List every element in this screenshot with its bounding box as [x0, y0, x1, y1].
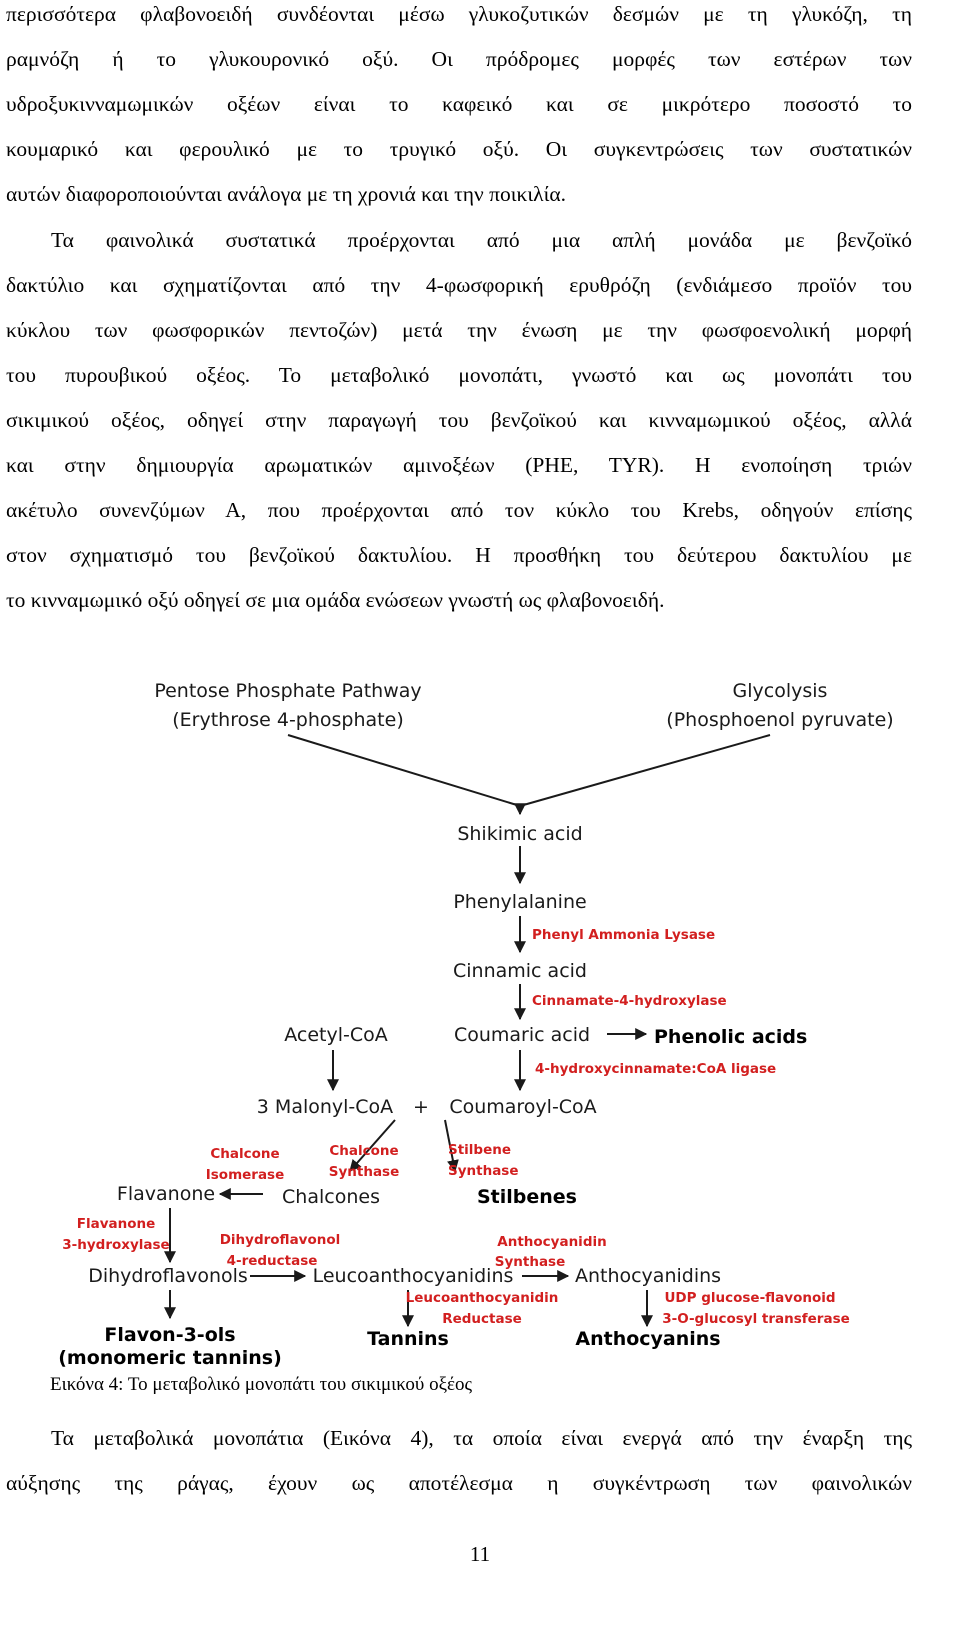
text-line: αύξησης της ράγας, έχουν ως αποτέλεσμα η συγκέντρωση των φαινολικών	[6, 1471, 912, 1495]
text-line: κύκλου των φωσφορικών πεντοζών) μετά την ένωση με την φωσφοενολική μορφή	[6, 318, 912, 342]
pentose-pathway-subtitle: (Erythrose 4-phosphate)	[172, 709, 404, 731]
enzyme-c4h: Cinnamate-4-hydroxylase	[532, 993, 727, 1009]
enzyme-4cl: 4-hydroxycinnamate:CoA ligase	[535, 1061, 777, 1077]
text-line: υδροξυκινναμωμικών οξέων είναι το καφεικό και σε μικρότερο ποσοστό το	[6, 92, 912, 116]
enzyme-chi-2: Isomerase	[205, 1167, 285, 1183]
node-anthocyanins: Anthocyanins	[575, 1328, 721, 1350]
node-stilbenes: Stilbenes	[476, 1186, 578, 1208]
enzyme-chi-1: Chalcone	[210, 1146, 280, 1162]
paragraph-3	[6, 1424, 912, 1514]
text-line: του πυρουβικού οξέος. Το μεταβολικό μονοπάτι, γνωστό και ως μονοπάτι του	[6, 363, 912, 387]
enzyme-dfr-1: Dihydroflavonol	[219, 1232, 341, 1248]
enzyme-f3h-1: Flavanone	[76, 1216, 156, 1232]
plus-sign: +	[413, 1096, 429, 1118]
pentose-pathway-title: Pentose Phosphate Pathway	[154, 680, 422, 702]
enzyme-dfr-2: 4-reductase	[226, 1253, 318, 1269]
connector-line	[288, 735, 520, 806]
pathway-figure	[50, 668, 912, 1378]
node-leucoanthocyanidins: Leucoanthocyanidins	[312, 1265, 514, 1287]
enzyme-sts-2: Synthase	[448, 1163, 519, 1179]
node-phenolic-acids: Phenolic acids	[654, 1026, 808, 1048]
text-line: αυτών διαφοροποιούνται ανάλογα με τη χρονιά και την ποικιλία.	[6, 182, 567, 206]
node-coumaric-acid: Coumaric acid	[453, 1024, 591, 1046]
enzyme-chs-1: Chalcone	[329, 1143, 399, 1159]
enzyme-ufgt-2: 3-O-glucosyl transferase	[662, 1311, 850, 1327]
enzyme-ufgt-1: UDP glucose-flavonoid	[664, 1290, 836, 1306]
node-tannins: Tannins	[367, 1328, 449, 1350]
text-line: κουμαρικό και φερουλικό με το τρυγικό οξύ. Οι συγκεντρώσεις των συστατικών	[6, 137, 912, 161]
node-anthocyanidins: Anthocyanidins	[574, 1265, 722, 1287]
paragraph-1	[6, 0, 912, 225]
text-line: δακτύλιο και σχηματίζονται από την 4-φωσφορική ερυθρόζη (ενδιάμεσο προϊόν του	[6, 273, 912, 297]
connector-line	[520, 735, 770, 806]
node-phenylalanine: Phenylalanine	[453, 891, 587, 913]
node-coumaroyl-coa: Coumaroyl-CoA	[449, 1096, 597, 1118]
enzyme-ans-2: Synthase	[494, 1254, 566, 1270]
node-dihydroflavonols: Dihydroflavonols	[88, 1265, 248, 1287]
page-number: 11	[469, 1542, 491, 1566]
text-line: στον σχηματισμό του βενζοϊκού δακτυλίου. Η προσθήκη του δεύτερου δακτυλίου με	[6, 543, 912, 567]
enzyme-f3h-2: 3-hydroxylase	[62, 1237, 170, 1253]
converging-lines	[288, 735, 770, 812]
text-line: το κινναμωμικό οξύ οδηγεί σε μια ομάδα ενώσεων γνωστή ως φλαβονοειδή.	[6, 588, 665, 612]
enzyme-sts-1: Stilbene	[448, 1142, 512, 1158]
glycolysis-title: Glycolysis	[732, 680, 828, 702]
enzyme-ans-1: Anthocyanidin	[497, 1234, 607, 1250]
node-cinnamic-acid: Cinnamic acid	[453, 960, 587, 982]
text-line: Τα μεταβολικά μονοπάτια (Εικόνα 4), τα οποία είναι ενεργά από την έναρξη της	[51, 1426, 912, 1450]
enzyme-lar-2: Reductase	[442, 1311, 522, 1327]
text-line: και στην δημιουργία αρωματικών αμινοξέων (PHE, TYR). Η ενοποίηση τριών	[6, 453, 912, 477]
text-line: σικιμικού οξέος, οδηγεί στην παραγωγή του βενζοϊκού και κινναμωμικού οξέος, αλλά	[6, 408, 912, 432]
node-flavon-3-ols-sub: (monomeric tannins)	[58, 1347, 282, 1369]
enzyme-lar-1: Leucoanthocyanidin	[405, 1290, 559, 1306]
text-line: Τα φαινολικά συστατικά προέρχονται από μια απλή μονάδα με βενζοϊκό	[51, 228, 912, 252]
glycolysis-subtitle: (Phosphoenol pyruvate)	[666, 709, 894, 731]
node-acetyl-coa: Acetyl-CoA	[284, 1024, 388, 1046]
enzyme-chs-2: Synthase	[328, 1164, 400, 1180]
node-shikimic-acid: Shikimic acid	[457, 823, 583, 845]
node-chalcones: Chalcones	[282, 1186, 380, 1208]
figure-caption: Εικόνα 4: Το μεταβολικό μονοπάτι του σικιμικού οξέος	[50, 1374, 473, 1395]
text-line: ραμνόζη ή το γλυκουρονικό οξύ. Οι πρόδρομες μορφές των εστέρων των	[6, 47, 912, 71]
text-line: περισσότερα φλαβονοειδή συνδέονται μέσω γλυκοζυτικών δεσμών με τη γλυκόζη, τη	[6, 2, 912, 26]
enzyme-pal: Phenyl Ammonia Lysase	[532, 927, 716, 943]
text-line: ακέτυλο συνενζύμων Α, που προέρχονται από τον κύκλο του Krebs, οδηγούν επίσης	[6, 498, 912, 522]
pathway-diagram	[50, 668, 912, 1378]
paragraph-2	[6, 226, 912, 631]
node-malonyl-coa: 3 Malonyl-CoA	[256, 1096, 394, 1118]
node-flavanone: Flavanone	[116, 1183, 216, 1205]
node-flavon-3-ols: Flavon-3-ols	[104, 1324, 236, 1346]
